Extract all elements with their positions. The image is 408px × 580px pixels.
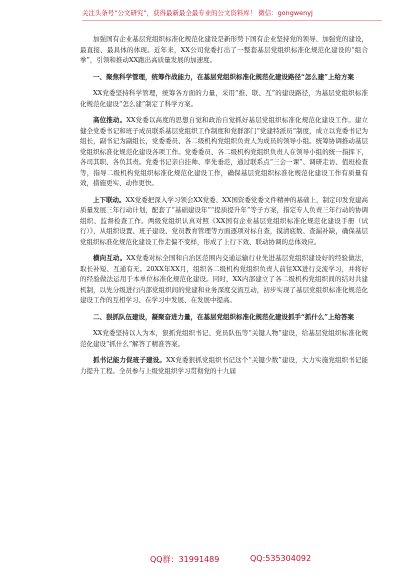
footer-contact — [80, 554, 368, 568]
qq-group: QQ群：31991489 — [150, 555, 220, 564]
paragraph-text: XX党委把深入学习领会XX党委、XX国资委党委文件精神的基础上，制定印发党建高质量发展三年行动计划，配套了“基础建设年”“提质提升年”等子方案，指定专人负责三年行动的协调组织、监督检查工作。两级党组织认真对照《XX国有企业基层党组织标准化规范化建设手册（试行）》，从组织设置、班子建设、党员教育管理等方面逐项对标自查，摸清底数、查漏补缺，确保基层党组织标准化规范化建设工作走偏不变样，形成了上行下效、联动协调的总体效应。 — [80, 195, 369, 246]
paragraph-text: 加强国有企业基层党组织标准化规范化建设是新形势下国有企业坚持党的领导、加强党的建设，最直接、最具体的体现。近年来，XX公司党委打出了一整套基层党组织标准化规范化建设的“组合拳”，引领和推动XX跑出高质量发展的加速度。 — [80, 35, 368, 64]
intro-paragraph — [80, 34, 368, 66]
header-banner: 关注头条号“公文研究”，获得最新最全最专业的公文资料库！ 微信：gongwenyj — [82, 9, 313, 17]
paragraph-text: XX党委对标全国和自治区范围内交通运输行业先进基层党组织建设好的经验做法，取长补短、互通有无。20XX年XX月，组织各二级机构党组织负责人前往XX进行交流学习，并将好的经验做法运用于本单位标准化规范化建设。同时，XX内部建立了各二级机构党组织间的结对共建机制，以先分级进行内部党组织间的党建和业务深度交流互动，初步实现了基层党组织标准化规范化建设工作的互相学习、在学习中发展、在发展中提高。 — [80, 254, 368, 304]
paragraph-lead: 高位推动。 — [93, 116, 127, 124]
paragraph-text: XX党委狠抓党组织书记这个“关键少数”建设，大力实施党组织书记能力提升工程。全员参与上级党组织学习贯彻党的十九届 — [80, 356, 369, 375]
qq-number: QQ:535304092 — [250, 554, 312, 563]
body-paragraph — [80, 328, 368, 349]
paragraph-lead: 横向互动。 — [93, 254, 127, 262]
section-heading-2 — [80, 312, 368, 323]
body-paragraph — [80, 195, 368, 248]
paragraph-text: XX党委坚持科学管理，统筹各方面的力量，采用“推、联、互”的建设路径，为基层党组织标准化规范化建设“怎么建”制定了科学方案。 — [80, 89, 368, 108]
paragraph-text: XX党委以高度的思想自觉和政治自觉抓好基层党组织标准化规范化建设工作。建立健全党委书记和班子成员联系基层党组织工作制度和党群部门“党建特派员”制度，成立以党委书记为组长，副书记为副组长，党委委员、各二级机构党组织负责人为成员的领导小组。统筹协调推动基层党组织标准化规范化建设各项工作。党委委员、各二级机构党组织负责人在领导小组的统一指挥下，各司其职、各负其责。党委书记亲自挂帅、率先垂范，通过联系点“三会一课”、调研走访、值班检查等，指导二级机构党组织标准化规范化建设工作，确保基层党组织标准化规范化建设工作有质量有效，措施更实、动作更快。 — [80, 116, 368, 187]
header-divider — [82, 20, 382, 21]
body-paragraph — [80, 88, 368, 109]
paragraph-text: XX党委坚持以人为本，狠抓党组织书记、党员队伍等“关键人物”建设，给基层党组织标准化规范化建设“抓什么”解答了精准答案。 — [80, 329, 368, 348]
heading-text: 二、狠抓队伍建设，凝聚奋进力量，在基层党组织标准化规范化建设抓手“抓什么”上给答案 — [93, 312, 354, 321]
body-paragraph — [80, 355, 368, 376]
document-body — [80, 34, 368, 382]
body-paragraph — [80, 115, 368, 189]
section-heading-1 — [80, 72, 368, 83]
paragraph-lead: 上下联动。 — [93, 195, 126, 204]
paragraph-lead: 抓书记能力促班子建设。 — [93, 356, 167, 364]
heading-text: 一、聚焦科学管理，统筹作战能力，在基层党组织标准化规范化建设路径“怎么建”上给方案 — [93, 72, 354, 81]
body-paragraph — [80, 253, 368, 306]
